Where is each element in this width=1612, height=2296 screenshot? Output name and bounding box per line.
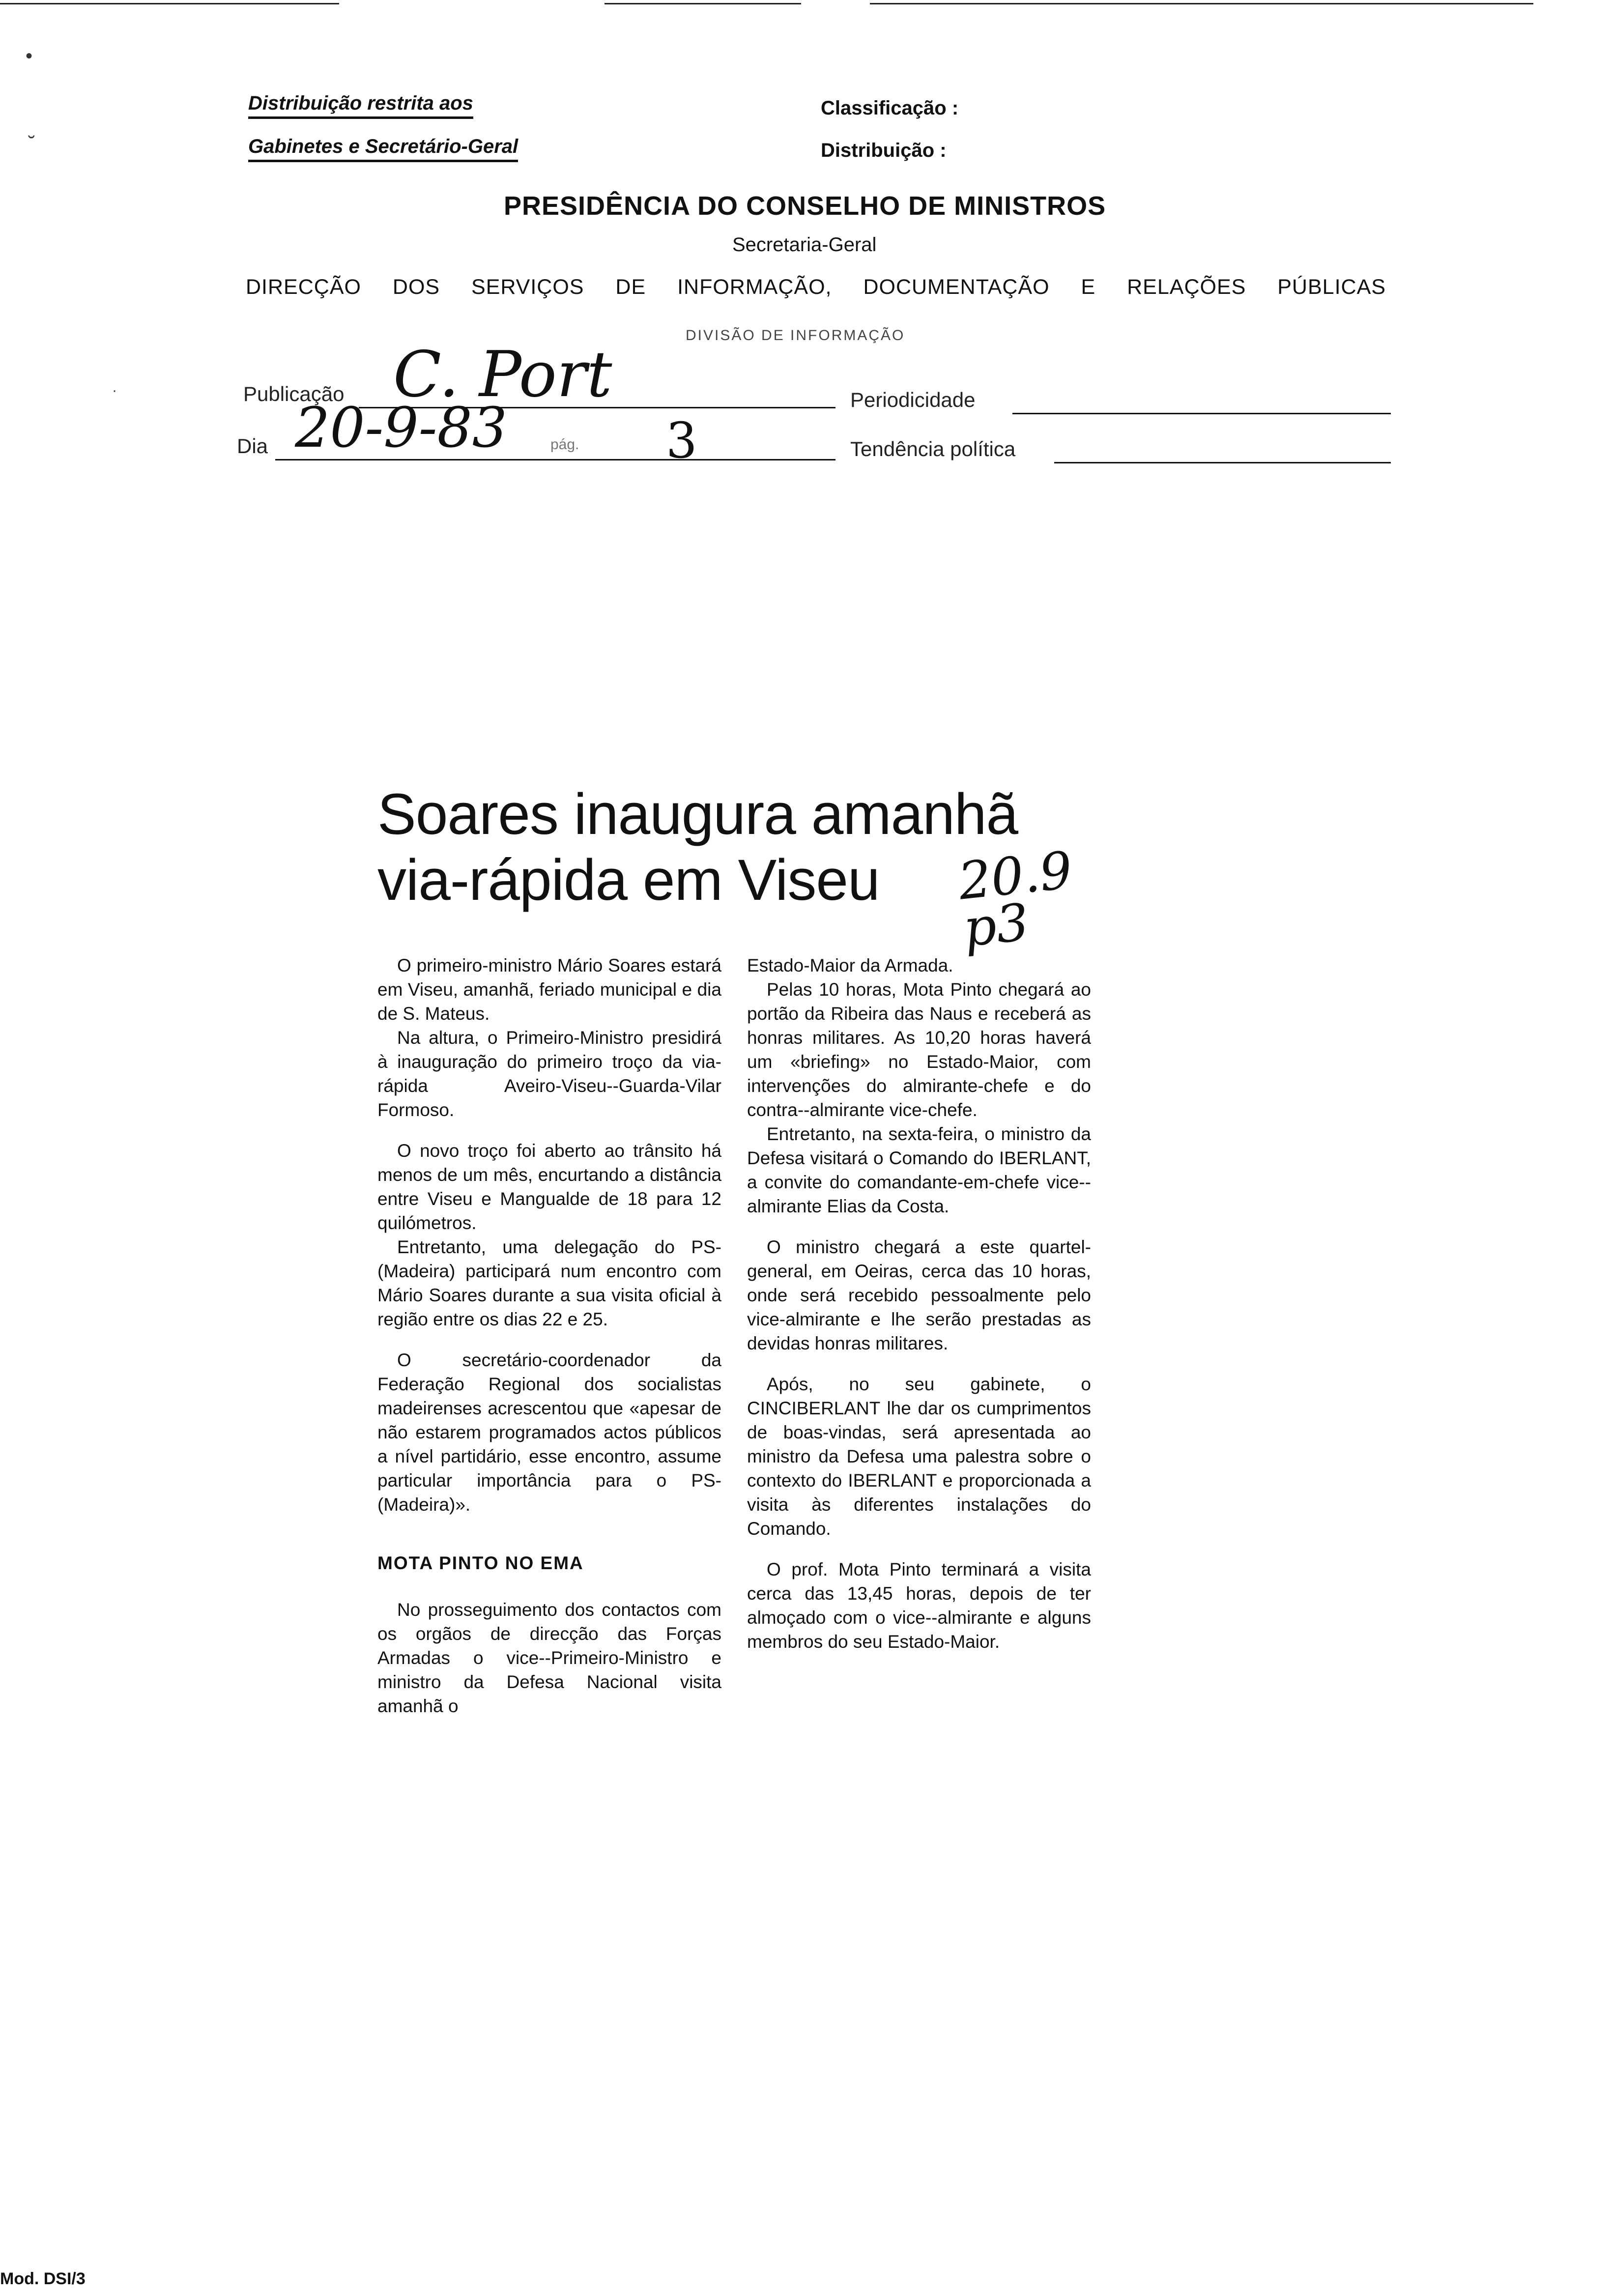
periodicidade-label: Periodicidade: [850, 388, 976, 411]
ministry-title: PRESIDÊNCIA DO CONSELHO DE MINISTROS: [504, 191, 1106, 221]
direccao-word: DE: [615, 275, 646, 299]
secretaria-geral: Secretaria-Geral: [732, 234, 877, 256]
handwritten-margin-note: 20.9 p3: [955, 840, 1075, 959]
article-paragraph: Na altura, o Primeiro-Ministro presidirá à inauguração do primeiro troço da via-rápida Aveiro-Viseu--Guarda-Vilar Formoso.: [377, 1028, 721, 1120]
article-column-2: [747, 953, 1091, 1654]
article-paragraph: Estado-Maior da Armada.: [747, 955, 953, 976]
article-paragraph: Pelas 10 horas, Mota Pinto chegará ao portão da Ribeira das Naus e receberá as honras militares. As 10,20 horas haverá um «briefing» no Estado-Maior, com intervenções do almirante-chefe e do contra--almirante vice-chefe.: [747, 979, 1091, 1120]
direccao-heading: [246, 275, 1386, 299]
article-paragraph: O primeiro-ministro Mário Soares estará em Viseu, amanhã, feriado municipal e dia de S. Mateus.: [377, 955, 721, 1024]
article-paragraph: No prosseguimento dos contactos com os orgãos de direcção das Forças Armadas o vice--Primeiro-Ministro e ministro da Defesa Nacional visita amanhã o: [377, 1600, 721, 1716]
dia-label: Dia: [237, 434, 268, 458]
direccao-word: DIRECÇÃO: [246, 275, 361, 299]
divisao-informacao: DIVISÃO DE INFORMAÇÃO: [686, 327, 905, 344]
form-code: Mod. DSI/3: [0, 2269, 86, 2288]
scan-mark: •: [26, 45, 33, 67]
classification-label: Classificação :: [821, 97, 959, 119]
restricted-distribution-line2: Gabinetes e Secretário-Geral: [248, 136, 518, 162]
tendencia-line: [1054, 462, 1391, 463]
publicacao-handwritten: C. Port: [393, 338, 612, 411]
direccao-word: DOCUMENTAÇÃO: [863, 275, 1050, 299]
headline-line2: via-rápida em Viseu: [377, 848, 880, 913]
article-paragraph: Após, no seu gabinete, o CINCIBERLANT lhe dar os cumprimentos de boas-vindas, será apresentada ao ministro da Defesa uma palestra sobre o contexto do IBERLANT e proporcionada a visita às diferentes instalações do Comando.: [747, 1374, 1091, 1539]
direccao-word: PÚBLICAS: [1277, 275, 1386, 299]
direccao-word: E: [1081, 275, 1096, 299]
article-paragraph: O secretário-coordenador da Federação Regional dos socialistas madeirenses acrescentou que «apesar de não estarem programados actos públicos a nível partidário, esse encontro, assume particular importância para o PS-(Madeira)».: [377, 1350, 721, 1515]
scan-mark: ˘: [29, 133, 35, 154]
direccao-word: RELAÇÕES: [1127, 275, 1246, 299]
dia-handwritten: 20-9-83: [295, 396, 507, 460]
distribution-label: Distribuição :: [821, 140, 947, 161]
periodicidade-line: [1012, 413, 1391, 414]
direccao-word: DOS: [392, 275, 440, 299]
restricted-distribution-line1: Distribuição restrita aos: [248, 92, 473, 119]
article-paragraph: Entretanto, na sexta-feira, o ministro da Defesa visitará o Comando do IBERLANT, a convite do comandante-em-chefe vice--almirante Elias da Costa.: [747, 1124, 1091, 1216]
scan-edge-rule: [870, 3, 1533, 4]
article-paragraph: Entretanto, uma delegação do PS-(Madeira) participará num encontro com Mário Soares durante a sua visita oficial à região entre os dias 22 e 25.: [377, 1237, 721, 1329]
scan-edge-rule: [0, 3, 339, 4]
column-1b-paragraphs: [377, 1598, 721, 1718]
pagina-handwritten: 3: [666, 412, 697, 469]
scan-mark: ·: [112, 382, 117, 399]
direccao-word: INFORMAÇÃO,: [677, 275, 832, 299]
tendencia-label: Tendência política: [850, 437, 1016, 460]
direccao-word: SERVIÇOS: [471, 275, 584, 299]
column-1-paragraphs: [377, 953, 721, 1517]
article-paragraph: O prof. Mota Pinto terminará a visita cerca das 13,45 horas, depois de ter almoçado com o vice--almirante e alguns membros do seu Estado-Maior.: [747, 1559, 1091, 1652]
publicacao-label: Publicação: [243, 382, 345, 405]
article-subhead: MOTA PINTO NO EMA: [377, 1553, 584, 1573]
scan-edge-rule: [604, 3, 801, 4]
article-paragraph: O ministro chegará a este quartel-general, em Oeiras, cerca das 10 horas, onde será recebido pessoalmente pelo vice-almirante e lhe serão prestadas as devidas honras militares.: [747, 1237, 1091, 1353]
article-paragraph: O novo troço foi aberto ao trânsito há menos de um mês, encurtando a distância entre Viseu e Mangualde de 18 para 12 quilómetros.: [377, 1141, 721, 1233]
pagina-label: pág.: [550, 436, 579, 453]
article-column-1: [377, 953, 721, 1718]
headline-line1: Soares inaugura amanhã: [377, 782, 1018, 847]
column-2-paragraphs: [747, 953, 1091, 1654]
